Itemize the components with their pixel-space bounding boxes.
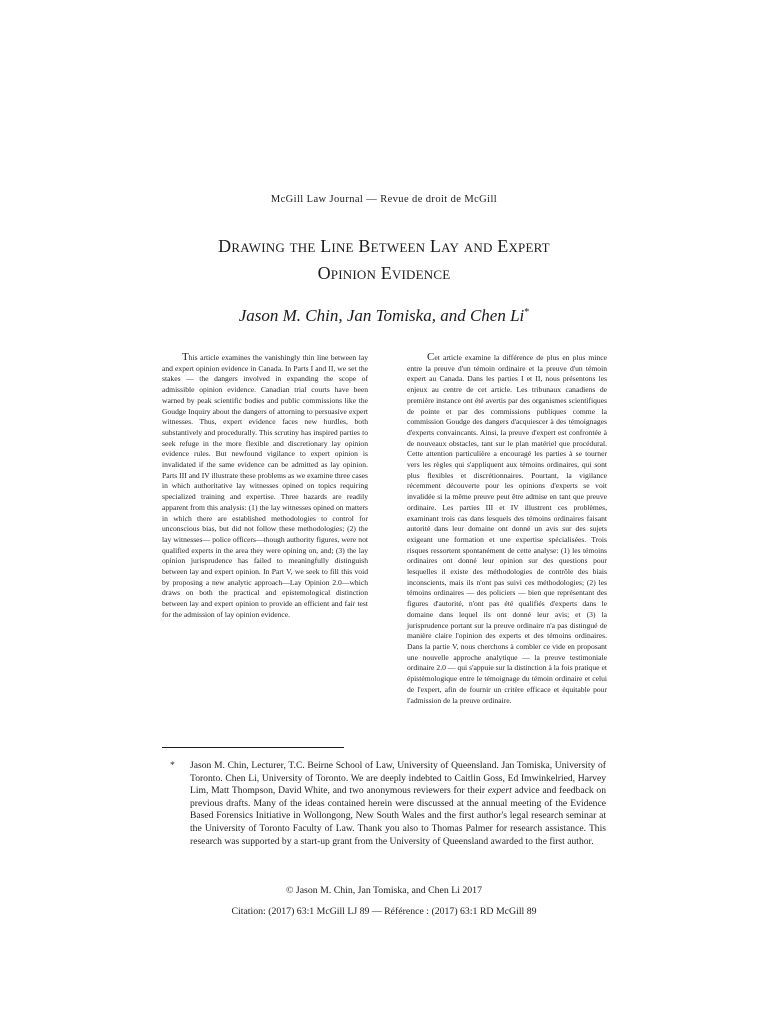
article-title-line-1: Drawing the Line Between Lay and Expert [218, 236, 550, 256]
author-footnote [170, 760, 606, 848]
footnote-text-part-1: Jason M. Chin, Lecturer, T.C. Beirne School of Law, University of Queensland. Jan Tomiska, University of Toronto. Chen Li, University of Toronto. We are deeply indebted to Caitlin Goss, Ed Imwinkelried, Harvey Lim, Matt Thompson, David White, and two anonymous reviewers for their [190, 760, 606, 797]
citation-line: Citation: (2017) 63:1 McGill LJ 89 — Référence : (2017) 63:1 RD McGill 89 [231, 906, 537, 917]
journal-header: McGill Law Journal — Revue de droit de McGill [270, 194, 498, 205]
footnote-divider [162, 747, 344, 748]
footnote-text [190, 760, 606, 848]
footnote-emphasis: expert [487, 785, 512, 797]
abstract-english-initial: T [182, 351, 189, 363]
abstract-french-initial: C [427, 351, 435, 363]
footnote-mark: * [170, 760, 175, 771]
author-names: Jason M. Chin, Jan Tomiska, and Chen Li [238, 306, 525, 325]
abstract-french [407, 352, 607, 706]
abstract-english [162, 352, 368, 621]
article-title [0, 233, 768, 287]
abstract-french-text: et article examine la différence de plus en plus mince entre la preuve d'un témoin ordinaire et la preuve d'un témoin expert au Canada. Dans les parties I et II, nous présentons les enjeux au centre de cet article. Les tribunaux canadiens de première instance ont été avertis par des organismes scientifiques de pointe et par des commissions publiques comme la commission Goudge des dangers d'acquiescer à des témoignages d'experts convaincants. Ainsi, la preuve d'expert est confrontée à de nouveaux obstacles, tant sur le plan matériel que procédural. Cette attention particulière a encouragé les parties à se tourner vers les règles qui s'appliquent aux témoins ordinaires, qui sont plus flexibles et discrétionnaires. Pourtant, la vigilance récemment découverte pour les opinions d'experts se voit invalidée si la même preuve peut être admise en tant que preuve ordinaire. Les parties III et IV illustrent ces problèmes, examinant trois cas dans lesquels des témoins ordinaires faisant autorité dans leur domaine ont donné un avis sur des sujets exigeant une formation et une expertise spécialisées. Trois risques ressortent spontanément de cette analyse: (1) les témoins ordinaires ont donné leur opinion sur des questions pour lesquelles il existe des méthodologies de contrôle des biais inconscients, mais ils n'ont pas suivi ces méthodologies; (2) les témoins ordinaires — des policiers — bien que représentant des figures d'autorité, n'ont pas été qualifiés d'experts dans le domaine dans lequel ils ont donné leur avis; et (3) la jurisprudence portant sur la preuve ordinaire n'a pas distingué de manière claire l'opinion des experts et des témoins ordinaires. Dans la partie V, nous cherchons à combler ce vide en proposant une nouvelle approche analytique — la preuve testimoniale ordinaire 2.0 — qui s'appuie sur la distinction à la fois pratique et épistémologique entre le témoignage du témoin ordinaire et celui de l'expert, afin de fournir un critère efficace et équitable pour l'admission de la preuve ordinaire. [407, 353, 607, 705]
article-title-line-2: Opinion Evidence [317, 263, 451, 283]
footnote-text-part-2: advice and feedback on previous drafts. Many of the ideas contained herein were discussed at the annual meeting of the Evidence Based Forensics Initiative in Wollongong, New South Wales and the first author's legal research seminar at the University of Toronto Faculty of Law. Thank you also to Thomas Palmer for research assistance. This research was supported by a start-up grant from the University of Queensland awarded to the first author. [190, 785, 606, 847]
copyright-line: © Jason M. Chin, Jan Tomiska, and Chen Li 2017 [286, 885, 482, 896]
author-footnote-mark: * [524, 307, 530, 318]
abstract-english-text: his article examines the vanishingly thin line between lay and expert opinion evidence in Canada. In Parts I and II, we set the stakes — the dangers involved in expanding the scope of admissible opinion evidence. Canadian trial courts have been warned by peak scientific bodies and public commissions like the Goudge Inquiry about the dangers of attorning to persuasive expert witnesses. Thus, expert evidence faces new hurdles, both substantively and procedurally. This scrutiny has inspired parties to seek refuge in the more flexible and discretionary lay opinion evidence rules. But newfound vigilance to expert opinion is invalidated if the same evidence can be admitted as lay opinion. Parts III and IV illustrate these problems as we examine three cases in which authoritative lay witnesses opined on topics requiring specialized training and expertise. Three hazards are readily apparent from this analysis: (1) the lay witnesses opined on matters in which there are established methodologies to control for unconscious bias, but did not follow these methodologies; (2) the lay witnesses— police officers—though authority figures, were not qualified experts in the area they were opining on, and; (3) the lay opinion jurisprudence has failed to meaningfully distinguish between lay and expert opinion. In Part V, we seek to fill this void by proposing a new analytic approach—Lay Opinion 2.0—which draws on both the practical and epistemological distinction between lay and expert opinion to provide an efficient and fair test for the admission of lay opinion evidence. [162, 353, 368, 619]
article-authors [0, 306, 768, 326]
